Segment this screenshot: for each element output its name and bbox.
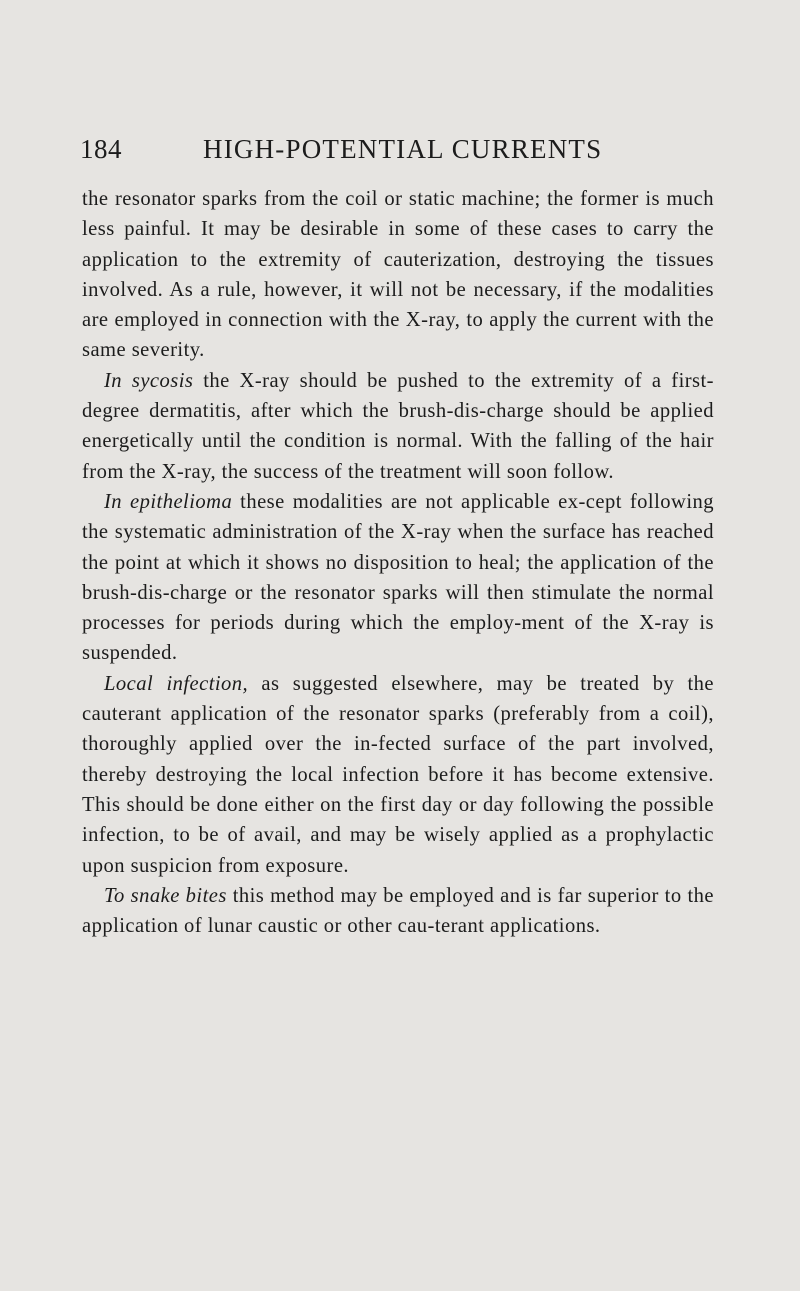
paragraph-2-lead: In sycosis <box>104 369 194 392</box>
page-header <box>0 134 800 174</box>
paragraph-1-text: the resonator sparks from the coil or static machine; the former is much less painful. It may be desirable in some of these cases to carry the application to the extremity of cauterization, destroying the tissues involved. As a rule, however, it will not be necessary, if the modalities are employed in connection with the X-ray, to apply the current with the same severity. <box>82 188 714 362</box>
paragraph-5-text: this method may be employed and is far superior to the application of lunar caustic or other cau-terant applications. <box>82 884 714 938</box>
paragraph-3-lead: In epithelioma <box>104 490 233 513</box>
body-text <box>82 184 714 941</box>
paragraph-2-text: the X-ray should be pushed to the extremity of a first-degree dermatitis, after which the brush-dis-charge should be applied energetically until the condition is normal. With the falling of the hair from the X-ray, the success of the treatment will soon follow. <box>82 369 714 483</box>
paragraph-4-text: as suggested elsewhere, may be treated by the cauterant application of the resonator sparks (preferably from a coil), thoroughly applied over the in-fected surface of the part involved, thereby destroying the local infection before it has become extensive. This should be done either on the first day or day following the possible infection, to be of avail, and may be wisely applied as a prophylactic upon suspicion from exposure. <box>82 672 714 877</box>
paragraph-4-lead: Local infection, <box>104 672 249 695</box>
paragraph-2 <box>82 366 714 487</box>
paragraph-5 <box>82 881 714 942</box>
running-title: HIGH-POTENTIAL CURRENTS <box>203 134 603 164</box>
paragraph-3-text: these modalities are not applicable ex-cept following the systematic administration of the X-ray when the surface has reached the point at which it shows no disposition to heal; the application of the brush-dis-charge or the resonator sparks will then stimulate the normal processes for periods during which the employ-ment of the X-ray is suspended. <box>82 490 714 665</box>
paragraph-5-lead: To snake bites <box>104 884 227 907</box>
paragraph-1 <box>82 184 714 366</box>
paragraph-4 <box>82 669 714 881</box>
page-number: 184 <box>80 134 122 164</box>
paragraph-3 <box>82 487 714 669</box>
